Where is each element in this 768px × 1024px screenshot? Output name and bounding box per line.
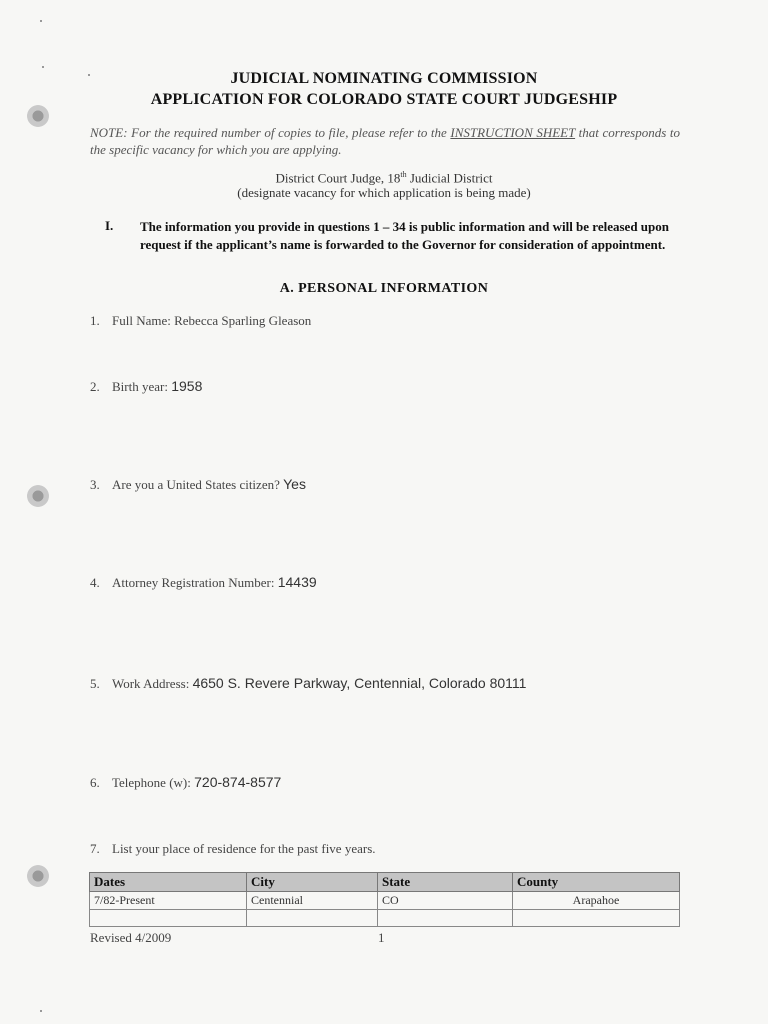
scan-speck	[40, 20, 42, 22]
question-label: Telephone (w):	[112, 775, 195, 790]
question-label: Attorney Registration Number:	[112, 575, 278, 590]
question-5-work-address	[90, 675, 526, 692]
city-cell	[247, 910, 378, 927]
full-name-answer: Rebecca Sparling Gleason	[174, 313, 312, 328]
question-label: List your place of residence for the past five years.	[112, 841, 376, 856]
punch-hole-bottom	[27, 865, 49, 887]
state-cell: CO	[378, 892, 513, 910]
state-cell	[378, 910, 513, 927]
section-i-numeral: I.	[105, 218, 114, 233]
question-number: 4.	[90, 575, 100, 590]
scan-speck	[40, 1010, 42, 1012]
column-header-dates: Dates	[90, 873, 247, 892]
telephone-answer: 720-874-8577	[194, 774, 282, 790]
instruction-sheet-reference: INSTRUCTION SHEET	[450, 125, 576, 140]
vacancy-text: District Court Judge, 18	[275, 170, 401, 186]
work-address-answer: 4650 S. Revere Parkway, Centennial, Colorado 80111	[192, 675, 527, 691]
registration-number-answer: 14439	[277, 574, 317, 590]
city-cell: Centennial	[247, 892, 378, 910]
note-suffix: that corresponds to the specific vacancy for which you are applying.	[90, 125, 680, 157]
dates-cell: 7/82-Present	[90, 892, 247, 910]
question-number: 1.	[90, 313, 100, 328]
vacancy-designation: (designate vacancy for which application is being made)	[237, 185, 531, 200]
document-title-line2: APPLICATION FOR COLORADO STATE COURT JUDGESHIP	[150, 91, 618, 108]
question-label: Full Name:	[112, 313, 175, 328]
column-header-city: City	[247, 873, 378, 892]
citizenship-answer: Yes	[283, 476, 306, 492]
question-label: Birth year:	[112, 379, 172, 394]
question-number: 3.	[90, 477, 100, 492]
question-1-full-name	[90, 313, 311, 329]
table-header-row	[90, 873, 680, 892]
page-number: 1	[378, 930, 385, 945]
question-6-telephone	[90, 774, 281, 791]
vacancy-line	[0, 170, 768, 186]
county-cell: Arapahoe	[513, 892, 680, 910]
column-header-state: State	[378, 873, 513, 892]
table-row	[90, 892, 680, 910]
vacancy-district: Judicial District	[406, 170, 493, 186]
question-label: Are you a United States citizen?	[112, 477, 284, 492]
question-label: Work Address:	[112, 676, 193, 691]
county-cell	[513, 910, 680, 927]
dates-cell	[90, 910, 247, 927]
vacancy-ordinal-suffix: th	[400, 170, 407, 179]
question-number: 6.	[90, 775, 100, 790]
question-4-registration-number	[90, 574, 317, 591]
column-header-county: County	[513, 873, 680, 892]
revision-date: Revised 4/2009	[90, 930, 172, 945]
question-number: 2.	[90, 379, 100, 394]
punch-hole-middle	[27, 485, 49, 507]
section-a-heading: A. PERSONAL INFORMATION	[279, 281, 489, 296]
note-prefix: NOTE: For the required number of copies to file, please refer to the	[90, 125, 451, 140]
section-i-public-info-text: The information you provide in questions 1 – 34 is public information and will be released upon request if the applicant’s name is forwarded to the Governor for consideration of appointment.	[140, 219, 669, 252]
scan-speck	[42, 66, 44, 68]
document-title-line1: JUDICIAL NOMINATING COMMISSION	[230, 70, 538, 87]
birth-year-answer: 1958	[171, 378, 203, 394]
instruction-note	[90, 124, 680, 158]
question-number: 7.	[90, 841, 100, 856]
table-row	[90, 910, 680, 927]
residence-table	[89, 872, 680, 927]
question-3-citizenship	[90, 476, 306, 493]
question-7-residence	[90, 841, 376, 857]
question-number: 5.	[90, 676, 100, 691]
question-2-birth-year	[90, 378, 202, 395]
